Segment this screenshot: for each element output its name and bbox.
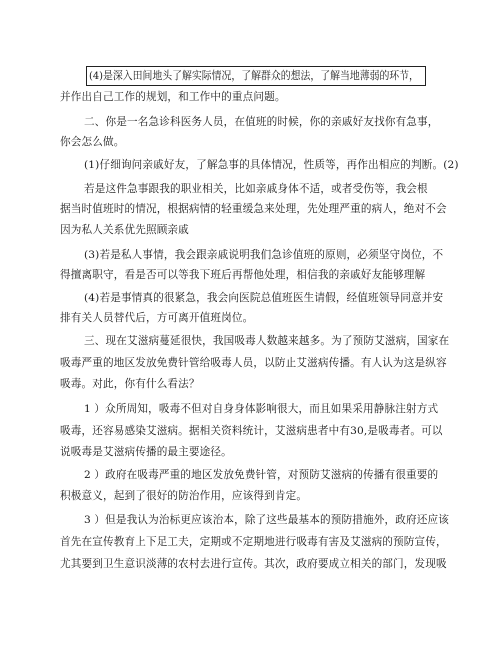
text-line: 首先在宣传教育上下足工夫，定期或不定期地进行吸毒有害及艾滋病的预防宣传，: [60, 536, 447, 548]
text-line: 说吸毒是艾滋病传播的最主要途径。: [60, 446, 232, 458]
text-line: 排有关人员替代后，方可离开值班岗位。: [60, 312, 254, 324]
highlighted-line-box: [86, 66, 426, 86]
text-line: 据当时值班时的情况，根据病情的轻重缓急来处理，先处理严重的病人，绝对不会: [60, 203, 447, 215]
text-line: 三、现在艾滋病蔓延很快，我国吸毒人数越来越多。为了预防艾滋病，国家在: [84, 335, 450, 347]
text-line: 积极意义，起到了很好的防治作用，应该得到肯定。: [60, 490, 308, 502]
text-line: 吸毒，还容易感染艾滋病。据相关资料统计，艾滋病患者中有30,是吸毒者。可以: [60, 425, 443, 437]
text-line: 3 ）但是我认为治标更应该治本，除了这些最基本的预防措施外，政府还应该: [84, 514, 449, 526]
text-line: 若是这件急事跟我的职业相关，比如亲戚身体不适，或者受伤等，我会根: [84, 183, 428, 195]
text-line: (3)若是私人事情，我会跟亲戚说明我们急诊值班的原则，必须坚守岗位，不: [84, 249, 444, 261]
text-line: 尤其要到卫生意识淡薄的农村去进行宣传。其次，政府要成立相关的部门，发现吸: [60, 558, 447, 570]
text-line: 并作出自己工作的规划，和工作中的重点问题。: [60, 91, 286, 103]
text-line: 吸毒严重的地区发放免费针管给吸毒人员，以防止艾滋病传播。有人认为这是纵容: [60, 357, 447, 369]
text-line: (4)若是事情真的很紧急，我会向医院总值班医生请假，经值班领导同意并安: [84, 292, 444, 304]
text-line: (1)仔细询问亲戚好友，了解急事的具体情况，性质等，再作出相应的判断。(2): [84, 159, 459, 171]
text-line: 吸毒。对此，你有什么看法？: [60, 378, 200, 390]
text-line: 因为私人关系优先照顾亲戚: [60, 224, 189, 236]
text-line: 得擅离职守，看是否可以等我下班后再帮他处理，相信我的亲戚好友能够理解: [60, 269, 426, 281]
text-line: 你会怎么做。: [60, 136, 125, 148]
text-line: 1 ）众所周知，吸毒不但对自身身体影响很大，而且如果采用静脉注射方式: [84, 403, 439, 415]
text-line: 2 ）政府在吸毒严重的地区发放免费针管，对预防艾滋病的传播有很重要的: [84, 469, 439, 481]
text-line: 二、你是一名急诊科医务人员，在值班的时候，你的亲戚好友找你有急事，: [84, 116, 439, 128]
highlighted-line-text: (4)是深入田间地头了解实际情况，了解群众的想法，了解当地薄弱的环节，: [89, 70, 419, 82]
